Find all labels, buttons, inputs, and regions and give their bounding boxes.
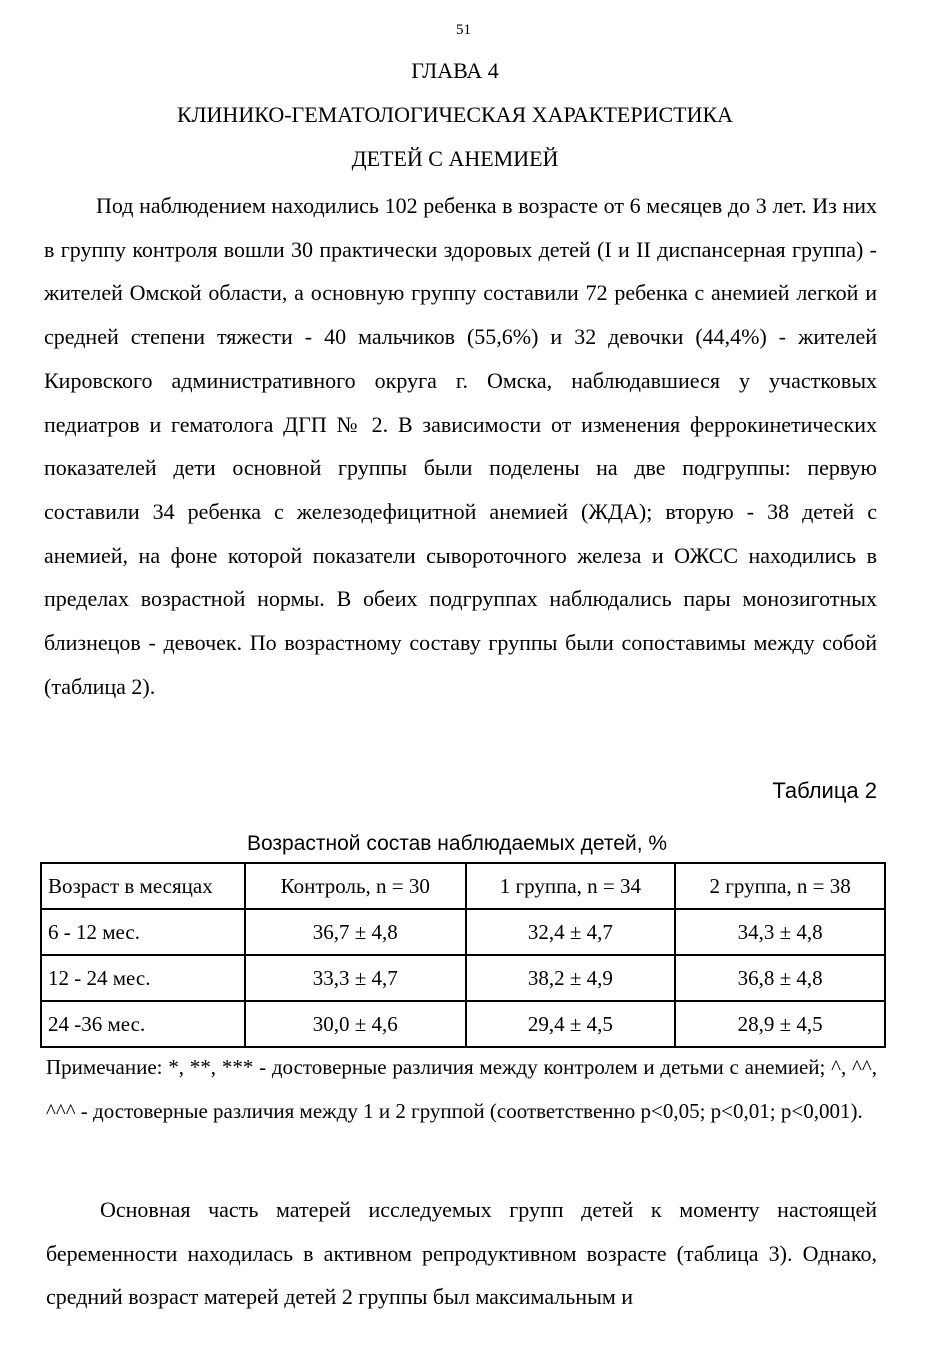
cell-age: 24 -36 мес.: [41, 1001, 245, 1047]
table-row: [41, 1001, 885, 1047]
cell-control: 36,7 ± 4,8: [245, 909, 466, 955]
table-row: [41, 909, 885, 955]
cell-group-1: 38,2 ± 4,9: [466, 955, 676, 1001]
chapter-title-line-2: ДЕТЕЙ С АНЕМИЕЙ: [351, 146, 559, 171]
cell-group-1: 29,4 ± 4,5: [466, 1001, 676, 1047]
age-composition-table: [40, 862, 886, 1048]
paragraph-intro: Под наблюдением находились 102 ребенка в возрасте от 6 месяцев до 3 лет. Из них в группу контроля вошли 30 практически здоровых детей (I и II диспансерная группа) - жителей Омской области, а основную группу составили 72 ребенка с анемией легкой и средней степени тяжести - 40 мальчиков (55,6%) и 32 девочки (44,4%) - жителей Кировского административного округа г. Омска, наблюдавшиеся у участковых педиатров и гематолога ДГП № 2. В зависимости от изменения феррокинетических показателей дети основной группы были поделены на две подгруппы: первую составили 34 ребенка с железодефицитной анемией (ЖДА); вторую - 38 детей с анемией, на фоне которой показатели сывороточного железа и ОЖСС находились в пределах возрастной нормы. В обеих подгруппах наблюдались пары монозиготных близнецов - девочек. По возрастному составу группы были сопоставимы между собой (таблица 2).: [44, 193, 877, 699]
page-number: 51: [456, 22, 471, 38]
header-control: Контроль, n = 30: [245, 863, 466, 909]
table-caption: Возрастной состав наблюдаемых детей, %: [246, 832, 668, 855]
header-group-1: 1 группа, n = 34: [466, 863, 676, 909]
cell-group-2: 34,3 ± 4,8: [675, 909, 885, 955]
cell-control: 33,3 ± 4,7: [245, 955, 466, 1001]
table-note: Примечание: *, **, *** - достоверные различия между контролем и детьми с анемией; ^, ^^, ^^^ - достоверные различия между 1 и 2 группой (соответственно p<0,05; p<0,01; p<0,001).: [46, 1055, 877, 1123]
table-number: Таблица 2: [772, 778, 877, 803]
chapter-heading: ГЛАВА 4: [411, 58, 499, 83]
cell-control: 30,0 ± 4,6: [245, 1001, 466, 1047]
cell-age: 12 - 24 мес.: [41, 955, 245, 1001]
header-age: Возраст в месяцах: [41, 863, 245, 909]
cell-group-2: 28,9 ± 4,5: [675, 1001, 885, 1047]
cell-group-2: 36,8 ± 4,8: [675, 955, 885, 1001]
cell-group-1: 32,4 ± 4,7: [466, 909, 676, 955]
table-header-row: [41, 863, 885, 909]
header-group-2: 2 группа, n = 38: [675, 863, 885, 909]
paragraph-mothers: Основная часть матерей исследуемых групп детей к моменту настоящей беременности находилась в активном репродуктивном возрасте (таблица 3). Однако, средний возраст матерей детей 2 группы был максимальным и: [46, 1197, 877, 1310]
chapter-title-line-1: КЛИНИКО-ГЕМАТОЛОГИЧЕСКАЯ ХАРАКТЕРИСТИКА: [176, 102, 734, 127]
table-row: [41, 955, 885, 1001]
cell-age: 6 - 12 мес.: [41, 909, 245, 955]
